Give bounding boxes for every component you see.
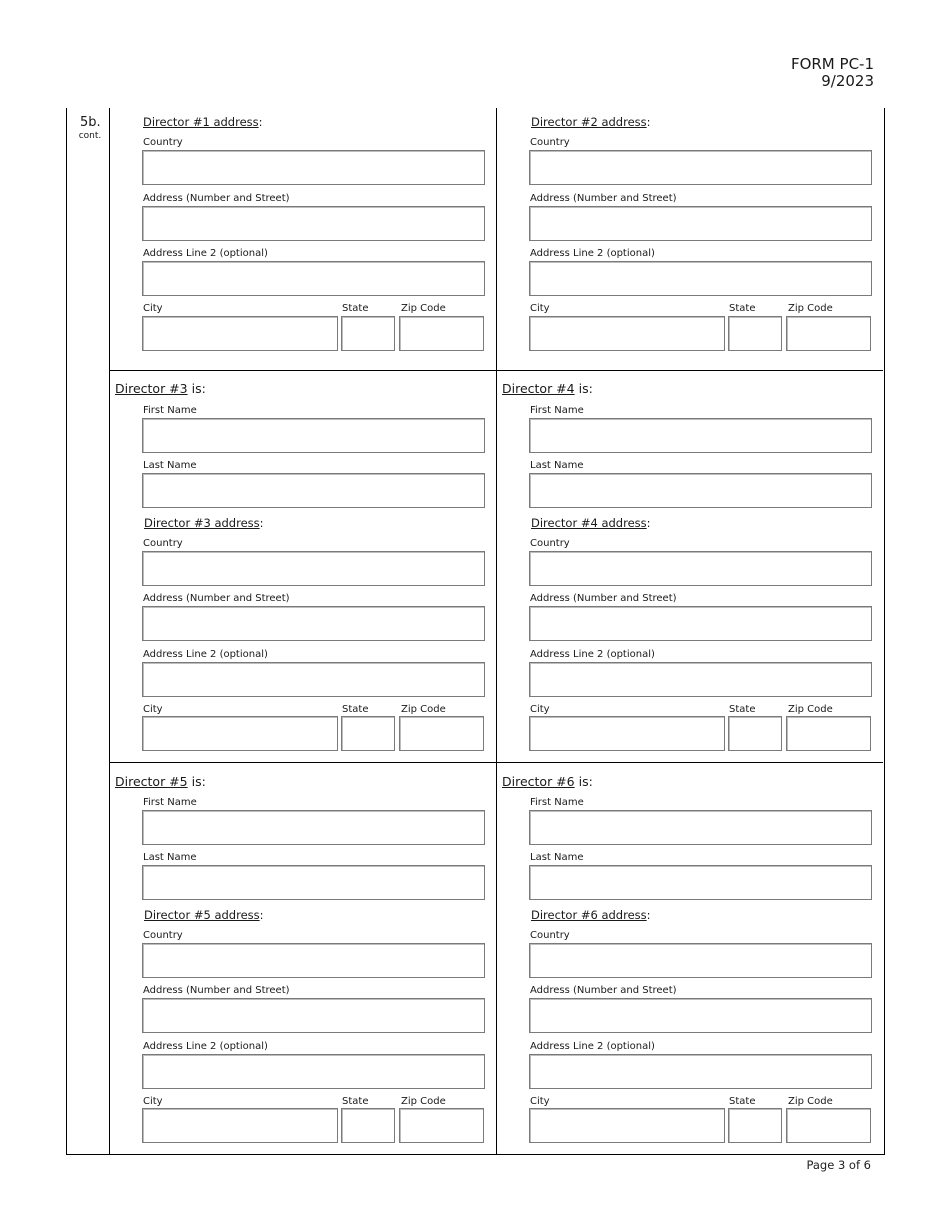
director-5-first-name-field[interactable] (142, 810, 485, 845)
director-2-city-field[interactable] (529, 316, 725, 351)
director-4-country-field[interactable] (529, 551, 872, 586)
director-5-heading: Director #5 is: (115, 774, 206, 789)
director-1-address2-label: Address Line 2 (optional) (143, 248, 268, 259)
director-4-address-heading: Director #4 address: (531, 516, 651, 530)
director-2-address2-field[interactable] (529, 261, 872, 296)
director-1-country-label: Country (143, 137, 183, 148)
director-2-state-field[interactable] (728, 316, 782, 351)
director-5-address-heading: Director #5 address: (144, 908, 264, 922)
director-3-state-label: State (342, 704, 369, 715)
director-5-state-label: State (342, 1096, 369, 1107)
director-3-first-name-field[interactable] (142, 418, 485, 453)
form-date: 9/2023 (821, 72, 874, 90)
director-5-last-name-field[interactable] (142, 865, 485, 900)
director-6-zip-label: Zip Code (788, 1096, 833, 1107)
director-3-state-field[interactable] (341, 716, 395, 751)
director-6-address-heading: Director #6 address: (531, 908, 651, 922)
director-3-last-name-field[interactable] (142, 473, 485, 508)
director-6-last-name-label: Last Name (530, 852, 584, 863)
page-number: Page 3 of 6 (806, 1158, 871, 1172)
director-1-city-field[interactable] (142, 316, 338, 351)
director-1-state-label: State (342, 303, 369, 314)
director-3-country-field[interactable] (142, 551, 485, 586)
director-3-zip-field[interactable] (399, 716, 484, 751)
director-4-heading: Director #4 is: (502, 381, 593, 396)
director-5-country-field[interactable] (142, 943, 485, 978)
director-4-zip-field[interactable] (786, 716, 871, 751)
director-3-address2-field[interactable] (142, 662, 485, 697)
director-3-heading: Director #3 is: (115, 381, 206, 396)
director-3-address-field[interactable] (142, 606, 485, 641)
director-2-country-field[interactable] (529, 150, 872, 185)
director-3-city-label: City (143, 704, 163, 715)
director-1-address2-field[interactable] (142, 261, 485, 296)
director-2-address-label: Address (Number and Street) (530, 193, 677, 204)
director-2-address-field[interactable] (529, 206, 872, 241)
director-6-city-field[interactable] (529, 1108, 725, 1143)
director-1-city-label: City (143, 303, 163, 314)
director-4-address2-field[interactable] (529, 662, 872, 697)
column-divider-left (109, 108, 110, 1154)
director-5-city-field[interactable] (142, 1108, 338, 1143)
director-6-address-label: Address (Number and Street) (530, 985, 677, 996)
director-4-address2-label: Address Line 2 (optional) (530, 649, 655, 660)
director-4-address-label: Address (Number and Street) (530, 593, 677, 604)
director-1-country-field[interactable] (142, 150, 485, 185)
director-1-address-heading: Director #1 address: (143, 115, 263, 129)
director-4-city-label: City (530, 704, 550, 715)
director-1-address-field[interactable] (142, 206, 485, 241)
director-5-address2-label: Address Line 2 (optional) (143, 1041, 268, 1052)
director-1-address-label: Address (Number and Street) (143, 193, 290, 204)
director-6-heading: Director #6 is: (502, 774, 593, 789)
director-2-address2-label: Address Line 2 (optional) (530, 248, 655, 259)
director-5-first-name-label: First Name (143, 797, 197, 808)
director-2-address-heading: Director #2 address: (531, 115, 651, 129)
director-6-first-name-label: First Name (530, 797, 584, 808)
director-4-first-name-label: First Name (530, 405, 584, 416)
director-4-last-name-label: Last Name (530, 460, 584, 471)
director-4-last-name-field[interactable] (529, 473, 872, 508)
row-divider-1 (109, 370, 883, 371)
director-6-first-name-field[interactable] (529, 810, 872, 845)
director-3-first-name-label: First Name (143, 405, 197, 416)
director-6-address2-label: Address Line 2 (optional) (530, 1041, 655, 1052)
director-6-last-name-field[interactable] (529, 865, 872, 900)
director-2-zip-field[interactable] (786, 316, 871, 351)
director-3-zip-label: Zip Code (401, 704, 446, 715)
column-divider-middle (496, 108, 497, 1154)
section-number: 5b. (80, 115, 101, 130)
director-5-zip-field[interactable] (399, 1108, 484, 1143)
director-5-zip-label: Zip Code (401, 1096, 446, 1107)
director-6-state-label: State (729, 1096, 756, 1107)
director-6-country-label: Country (530, 930, 570, 941)
director-3-address-heading: Director #3 address: (144, 516, 264, 530)
director-5-state-field[interactable] (341, 1108, 395, 1143)
director-3-address2-label: Address Line 2 (optional) (143, 649, 268, 660)
director-1-zip-label: Zip Code (401, 303, 446, 314)
director-3-city-field[interactable] (142, 716, 338, 751)
director-4-state-label: State (729, 704, 756, 715)
director-1-zip-field[interactable] (399, 316, 484, 351)
form-name: FORM PC-1 (790, 55, 874, 73)
director-5-country-label: Country (143, 930, 183, 941)
director-6-city-label: City (530, 1096, 550, 1107)
director-4-first-name-field[interactable] (529, 418, 872, 453)
form-identifier (791, 56, 874, 90)
director-5-last-name-label: Last Name (143, 852, 197, 863)
director-4-country-label: Country (530, 538, 570, 549)
section-continued-label: cont. (78, 131, 102, 141)
director-5-city-label: City (143, 1096, 163, 1107)
director-3-country-label: Country (143, 538, 183, 549)
director-6-address2-field[interactable] (529, 1054, 872, 1089)
director-3-last-name-label: Last Name (143, 460, 197, 471)
row-divider-2 (109, 762, 883, 763)
director-3-address-label: Address (Number and Street) (143, 593, 290, 604)
director-6-zip-field[interactable] (786, 1108, 871, 1143)
director-4-address-field[interactable] (529, 606, 872, 641)
director-2-city-label: City (530, 303, 550, 314)
director-2-country-label: Country (530, 137, 570, 148)
director-5-address-field[interactable] (142, 998, 485, 1033)
director-5-address-label: Address (Number and Street) (143, 985, 290, 996)
director-6-country-field[interactable] (529, 943, 872, 978)
director-4-city-field[interactable] (529, 716, 725, 751)
director-2-zip-label: Zip Code (788, 303, 833, 314)
director-6-address-field[interactable] (529, 998, 872, 1033)
director-5-address2-field[interactable] (142, 1054, 485, 1089)
director-1-state-field[interactable] (341, 316, 395, 351)
director-4-state-field[interactable] (728, 716, 782, 751)
director-6-state-field[interactable] (728, 1108, 782, 1143)
director-4-zip-label: Zip Code (788, 704, 833, 715)
director-2-state-label: State (729, 303, 756, 314)
